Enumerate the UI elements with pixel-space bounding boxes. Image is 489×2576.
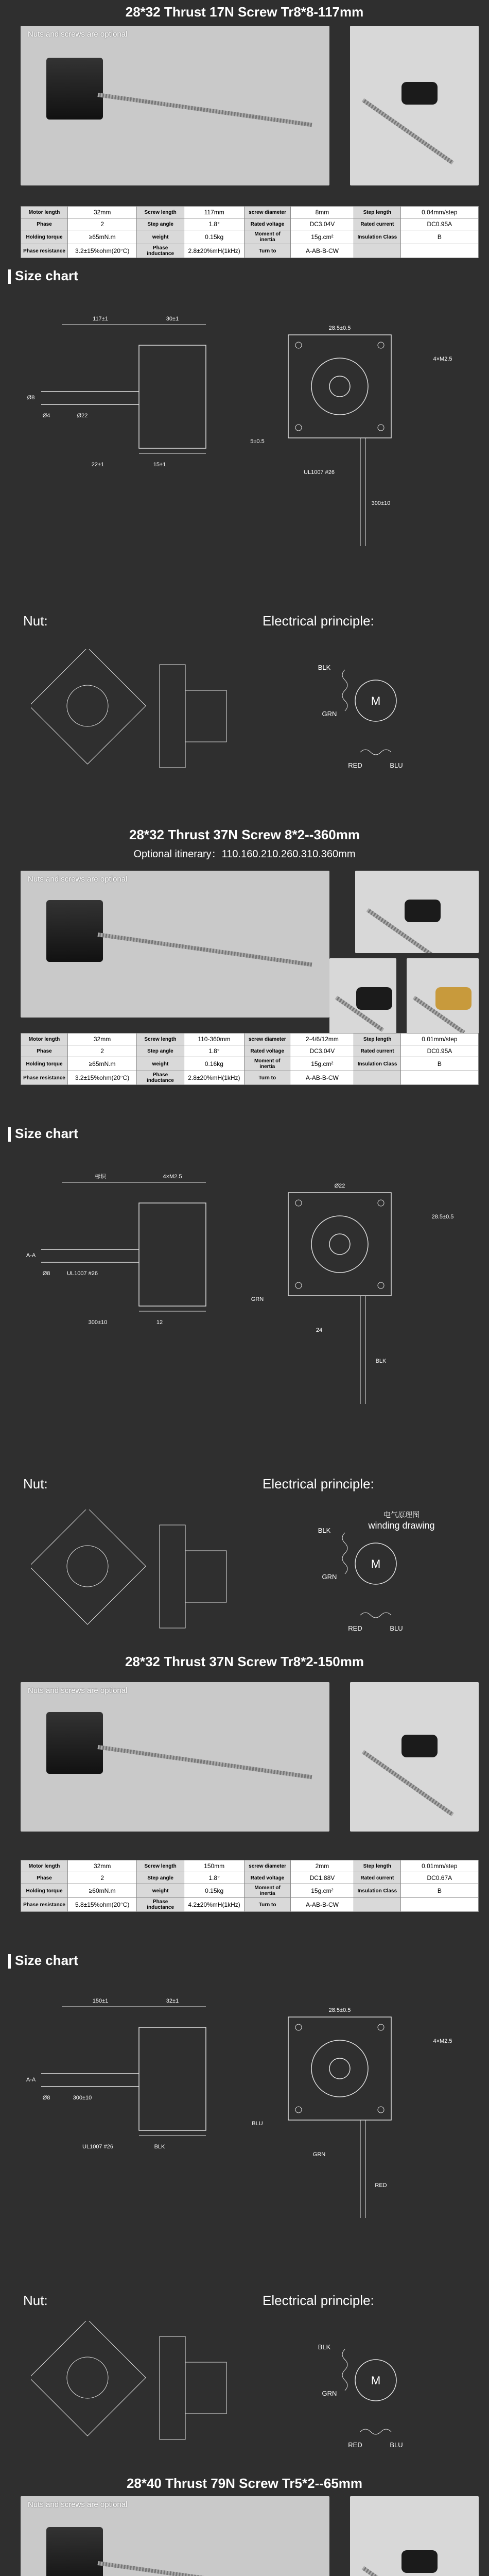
winding-coil-b bbox=[360, 750, 391, 755]
spec-label: weight bbox=[137, 1057, 184, 1071]
dimension-label: A-A bbox=[26, 1252, 36, 1259]
mount-hole bbox=[378, 342, 384, 348]
spec-label: Motor length bbox=[21, 1033, 68, 1045]
nut-image bbox=[435, 987, 471, 1010]
motor-image bbox=[46, 2527, 103, 2576]
dimension-label: 150±1 bbox=[92, 1998, 109, 2004]
spec-value: B bbox=[400, 230, 478, 244]
spec-value: 32mm bbox=[68, 1860, 137, 1872]
dimension-label: 4×M2.5 bbox=[433, 356, 452, 362]
size-chart-heading bbox=[8, 1126, 78, 1142]
optional-itinerary: Optional itinerary：110.160.210.260.310.360mm bbox=[133, 849, 356, 860]
lead-screw-image bbox=[97, 93, 312, 127]
spec-value: 5.8±15%ohm(20°C) bbox=[68, 1898, 137, 1912]
lead-screw-image bbox=[97, 933, 312, 967]
dimension-label: Ø4 bbox=[42, 413, 50, 419]
dimension-label: 4×M2.5 bbox=[163, 1174, 182, 1180]
dimension-label: 24 bbox=[316, 1327, 323, 1333]
spec-value: 0.15kg bbox=[184, 230, 244, 244]
winding-coil-a bbox=[342, 2349, 347, 2391]
product-photo bbox=[21, 1682, 329, 1832]
spec-value: 15g.cm² bbox=[290, 1057, 354, 1071]
spec-row bbox=[21, 244, 479, 258]
wire-color-label: BLU bbox=[390, 2441, 403, 2449]
spec-value: A-AB-B-CW bbox=[290, 1898, 354, 1912]
mount-hole bbox=[378, 1200, 384, 1206]
spec-value: 32mm bbox=[68, 207, 137, 218]
spec-label: Motor length bbox=[21, 1860, 68, 1872]
dimension-label: 300±10 bbox=[73, 2095, 92, 2101]
wire-color-label: BLK bbox=[318, 1527, 331, 1534]
dimension-label: 32±1 bbox=[166, 1998, 179, 2004]
motor-body-front bbox=[288, 2017, 391, 2120]
boss-circle bbox=[311, 1216, 368, 1273]
wire-color-label: BLU bbox=[390, 1624, 403, 1632]
dimension-label: 300±10 bbox=[371, 500, 391, 506]
spec-value: 2mm bbox=[290, 1860, 354, 1872]
spec-value: DC0.67A bbox=[400, 1872, 478, 1884]
motor-image bbox=[46, 58, 103, 120]
spec-label: weight bbox=[137, 230, 184, 244]
boss-circle bbox=[311, 358, 368, 415]
photo-note: Nuts and screws are optional bbox=[28, 875, 128, 884]
size-chart-label: Size chart bbox=[15, 268, 78, 283]
spec-label: Step angle bbox=[137, 218, 184, 230]
mount-hole bbox=[378, 1282, 384, 1289]
electrical-principle-diagram bbox=[268, 2318, 463, 2452]
spec-value bbox=[400, 1898, 478, 1912]
spec-row bbox=[21, 218, 479, 230]
product-photo bbox=[21, 2496, 329, 2576]
photo-note: Nuts and screws are optional bbox=[28, 30, 128, 39]
spec-value: ≥60mN.m bbox=[68, 1884, 137, 1898]
spec-label: Moment of inertia bbox=[244, 1884, 291, 1898]
spec-row bbox=[21, 1033, 479, 1045]
spec-table bbox=[21, 206, 479, 258]
spec-table bbox=[21, 1860, 479, 1912]
lead-screw-image bbox=[97, 1745, 312, 1779]
spec-row bbox=[21, 207, 479, 218]
motor-body-side bbox=[139, 2027, 206, 2130]
spec-value: 110-360mm bbox=[184, 1033, 244, 1045]
spec-value bbox=[400, 244, 478, 258]
spec-label: Turn to bbox=[244, 244, 291, 258]
spec-label: Insulation Class bbox=[354, 1057, 401, 1071]
spec-value: 2.8±20%mH(1kHz) bbox=[184, 1071, 244, 1085]
motor-body-side bbox=[139, 345, 206, 448]
dimension-label: A-A bbox=[26, 2077, 36, 2083]
spec-label bbox=[354, 1898, 401, 1912]
spec-value: 2 bbox=[67, 1045, 136, 1057]
spec-row bbox=[21, 1898, 479, 1912]
spec-value: 1.8° bbox=[184, 1045, 244, 1057]
boss-circle bbox=[311, 2040, 368, 2097]
nut-image bbox=[401, 82, 438, 105]
nut-photo bbox=[355, 871, 479, 953]
mount-hole bbox=[295, 342, 302, 348]
spec-row bbox=[21, 1057, 479, 1071]
spec-value bbox=[400, 1071, 478, 1085]
wire-color-label: BLU bbox=[390, 761, 403, 769]
spec-label: Rated voltage bbox=[244, 1872, 291, 1884]
dimension-label: BLK bbox=[375, 1358, 387, 1364]
spec-value: 2 bbox=[68, 218, 137, 230]
spec-row bbox=[21, 1045, 479, 1057]
spec-label: Insulation Class bbox=[354, 1884, 401, 1898]
dimension-label: RED bbox=[375, 2182, 387, 2189]
product-photo bbox=[21, 26, 329, 185]
spec-value: DC0.95A bbox=[400, 1045, 478, 1057]
wire-color-label: BLK bbox=[318, 664, 331, 671]
spec-label: Phase resistance bbox=[21, 1071, 68, 1085]
spec-label: Phase inductance bbox=[137, 1071, 184, 1085]
nut-image bbox=[401, 2550, 438, 2573]
nut-bore bbox=[67, 1546, 108, 1587]
product-title: 28*32 Thrust 37N Screw Tr8*2-150mm bbox=[125, 1654, 364, 1669]
spec-label: Step length bbox=[354, 1033, 401, 1045]
spec-label bbox=[354, 1071, 401, 1085]
winding-coil-a bbox=[342, 1533, 347, 1574]
size-chart-label: Size chart bbox=[15, 1126, 78, 1141]
spec-value: 4.2±20%mH(1kHz) bbox=[184, 1898, 244, 1912]
spec-value: 32mm bbox=[67, 1033, 136, 1045]
spec-label: Rated current bbox=[354, 218, 401, 230]
spec-value: DC3.04V bbox=[290, 218, 354, 230]
dimension-label: 28.5±0.5 bbox=[328, 325, 351, 331]
spec-label: Screw length bbox=[137, 207, 184, 218]
nut-photo bbox=[350, 1682, 479, 1832]
nut-screw-image bbox=[362, 1750, 454, 1816]
spec-value: 2-4/6/12mm bbox=[290, 1033, 354, 1045]
spec-value: 3.2±15%ohm(20°C) bbox=[68, 244, 137, 258]
nut-body bbox=[185, 690, 226, 742]
nut-bore bbox=[67, 2357, 108, 2398]
spec-row bbox=[21, 1884, 479, 1898]
nut-photo bbox=[350, 26, 479, 185]
spec-value: 3.2±15%ohm(20°C) bbox=[67, 1071, 136, 1085]
spec-value: 0.16kg bbox=[184, 1057, 244, 1071]
spec-label: Phase resistance bbox=[21, 244, 68, 258]
nut-bore bbox=[67, 685, 108, 726]
spec-label: Motor length bbox=[21, 207, 68, 218]
electrical-principle-heading: Electrical principle: bbox=[263, 2293, 374, 2308]
heading-bar bbox=[8, 269, 11, 284]
spec-value: 15g.cm² bbox=[290, 1884, 354, 1898]
product-photo bbox=[21, 871, 329, 1018]
nut-drawing bbox=[31, 649, 278, 819]
spec-value: 1.8° bbox=[184, 1872, 244, 1884]
nut-flange-outline bbox=[31, 2321, 146, 2436]
mount-hole bbox=[295, 2024, 302, 2030]
electrical-principle-heading: Electrical principle: bbox=[263, 613, 374, 629]
nut-photo bbox=[329, 958, 396, 1041]
photo-note: Nuts and screws are optional bbox=[28, 2500, 128, 2509]
dimension-label: GRN bbox=[251, 1296, 264, 1302]
size-chart-label: Size chart bbox=[15, 1953, 78, 1968]
dimension-label: BLK bbox=[154, 2144, 165, 2150]
spec-label: screw diameter bbox=[244, 1860, 291, 1872]
dimension-label: GRN bbox=[312, 2151, 326, 2158]
dimension-label: 300±10 bbox=[88, 1319, 108, 1326]
nut-side bbox=[160, 1525, 185, 1628]
dimension-label: BLU bbox=[252, 2121, 263, 2127]
spec-value: 0.04mm/step bbox=[400, 207, 478, 218]
dimension-label: Ø8 bbox=[42, 1270, 50, 1277]
mount-hole bbox=[378, 2024, 384, 2030]
dimension-label: 15±1 bbox=[153, 462, 166, 468]
spec-table bbox=[21, 1033, 479, 1085]
winding-coil-b bbox=[360, 1613, 391, 1618]
spec-label: Rated current bbox=[354, 1872, 401, 1884]
nut-side bbox=[160, 2336, 185, 2439]
spec-value: DC3.04V bbox=[290, 1045, 354, 1057]
mount-hole bbox=[378, 2107, 384, 2113]
nut-flange-outline bbox=[31, 1510, 146, 1624]
shaft-circle bbox=[329, 1234, 350, 1255]
motor-symbol-label: M bbox=[371, 1557, 381, 1570]
mount-hole bbox=[295, 2107, 302, 2113]
nut-image bbox=[356, 987, 392, 1010]
spec-label: Holding torque bbox=[21, 1057, 68, 1071]
winding-coil-b bbox=[360, 2429, 391, 2434]
spec-value: 8mm bbox=[290, 207, 354, 218]
shaft-circle bbox=[329, 2058, 350, 2079]
wire-color-label: RED bbox=[348, 761, 362, 769]
spec-label: Step angle bbox=[137, 1872, 184, 1884]
motor-body-front bbox=[288, 1193, 391, 1296]
spec-row bbox=[21, 1071, 479, 1085]
spec-value: 15g.cm² bbox=[290, 230, 354, 244]
dimension-label: Ø8 bbox=[42, 2095, 50, 2101]
motor-body-front bbox=[288, 335, 391, 438]
spec-value: ≥65mN.m bbox=[67, 1057, 136, 1071]
size-chart-heading bbox=[8, 1953, 78, 1969]
nut-drawing bbox=[31, 1510, 278, 1654]
photo-note: Nuts and screws are optional bbox=[28, 1686, 128, 1695]
spec-label: Phase bbox=[21, 1872, 68, 1884]
winding-coil-a bbox=[342, 670, 347, 711]
spec-label: Phase inductance bbox=[137, 244, 184, 258]
nut-heading: Nut: bbox=[23, 1476, 48, 1492]
winding-drawing-title: 电气原理图 bbox=[383, 1511, 420, 1519]
spec-label: Rated voltage bbox=[244, 1045, 290, 1057]
dimension-label: 标识 bbox=[95, 1174, 106, 1180]
nut-heading: Nut: bbox=[23, 2293, 48, 2308]
spec-value: 150mm bbox=[184, 1860, 244, 1872]
spec-value: 2.8±20%mH(1kHz) bbox=[184, 244, 244, 258]
spec-label: screw diameter bbox=[244, 207, 291, 218]
dimension-label: UL1007 #26 bbox=[304, 469, 335, 476]
spec-label: weight bbox=[137, 1884, 184, 1898]
dimension-label: Ø22 bbox=[77, 413, 88, 419]
spec-value: ≥65mN.m bbox=[68, 230, 137, 244]
nut-photo bbox=[407, 958, 479, 1041]
spec-value: 0.15kg bbox=[184, 1884, 244, 1898]
nut-body bbox=[185, 1551, 226, 1602]
spec-value: A-AB-B-CW bbox=[290, 1071, 354, 1085]
dimension-label: UL1007 #26 bbox=[67, 1270, 98, 1277]
dimension-label: UL1007 #26 bbox=[82, 2144, 113, 2150]
electrical-principle-diagram bbox=[268, 1502, 463, 1636]
winding-drawing-subtitle: winding drawing bbox=[368, 1520, 435, 1531]
spec-value: 0.01mm/step bbox=[400, 1860, 478, 1872]
spec-label: Screw length bbox=[137, 1033, 184, 1045]
spec-label: Holding torque bbox=[21, 1884, 68, 1898]
wire-color-label: GRN bbox=[322, 710, 337, 718]
spec-value: B bbox=[400, 1884, 478, 1898]
spec-value: 0.01mm/step bbox=[400, 1033, 478, 1045]
wire-color-label: GRN bbox=[322, 2389, 337, 2397]
spec-label: Step length bbox=[354, 1860, 401, 1872]
dimension-label: 22±1 bbox=[91, 462, 104, 468]
nut-body bbox=[185, 2362, 226, 2414]
product-title: 28*40 Thrust 79N Screw Tr5*2--65mm bbox=[126, 2476, 363, 2491]
dimension-label: 30±1 bbox=[166, 316, 179, 322]
dimension-label: Ø8 bbox=[27, 395, 35, 401]
motor-symbol-label: M bbox=[371, 694, 381, 707]
motor-body-side bbox=[139, 1203, 206, 1306]
size-chart-drawing bbox=[0, 289, 489, 556]
electrical-principle-diagram bbox=[268, 639, 463, 773]
nut-drawing bbox=[31, 2321, 278, 2486]
nut-flange-outline bbox=[31, 649, 146, 764]
spec-label bbox=[354, 244, 401, 258]
heading-bar bbox=[8, 1954, 11, 1969]
nut-image bbox=[401, 1735, 438, 1757]
wire-color-label: RED bbox=[348, 1624, 362, 1632]
heading-bar bbox=[8, 1127, 11, 1142]
nut-image bbox=[405, 900, 441, 922]
spec-label: Turn to bbox=[244, 1071, 290, 1085]
spec-value: B bbox=[400, 1057, 478, 1071]
spec-label: Insulation Class bbox=[354, 230, 401, 244]
spec-label: Holding torque bbox=[21, 230, 68, 244]
spec-value: DC0.95A bbox=[400, 218, 478, 230]
product-title: 28*32 Thrust 17N Screw Tr8*8-117mm bbox=[125, 4, 364, 20]
spec-label: Phase bbox=[21, 218, 68, 230]
nut-photo bbox=[350, 2496, 479, 2576]
size-chart-drawing bbox=[0, 1146, 489, 1414]
mount-hole bbox=[295, 1282, 302, 1289]
spec-label: Rated voltage bbox=[244, 218, 291, 230]
dimension-label: 5±0.5 bbox=[250, 438, 265, 445]
dimension-label: 12 bbox=[156, 1319, 163, 1326]
spec-label: Step angle bbox=[137, 1045, 184, 1057]
motor-image bbox=[46, 1712, 103, 1774]
spec-label: Phase inductance bbox=[137, 1898, 184, 1912]
spec-label: Phase bbox=[21, 1045, 68, 1057]
spec-label: Rated current bbox=[354, 1045, 401, 1057]
spec-value: 117mm bbox=[184, 207, 244, 218]
nut-side bbox=[160, 665, 185, 768]
wire-color-label: BLK bbox=[318, 2343, 331, 2351]
wire-color-label: GRN bbox=[322, 1573, 337, 1581]
mount-hole bbox=[295, 425, 302, 431]
electrical-principle-heading: Electrical principle: bbox=[263, 1476, 374, 1492]
product-title: 28*32 Thrust 37N Screw 8*2--360mm bbox=[129, 827, 360, 842]
spec-value: DC1.88V bbox=[290, 1872, 354, 1884]
dimension-label: 28.5±0.5 bbox=[328, 2007, 351, 2013]
motor-image bbox=[46, 900, 103, 962]
spec-value: A-AB-B-CW bbox=[290, 244, 354, 258]
spec-label: screw diameter bbox=[244, 1033, 290, 1045]
size-chart-heading bbox=[8, 268, 78, 284]
spec-label: Phase resistance bbox=[21, 1898, 68, 1912]
size-chart-drawing bbox=[0, 1971, 489, 2228]
spec-label: Screw length bbox=[137, 1860, 184, 1872]
motor-symbol-label: M bbox=[371, 2374, 381, 2387]
dimension-label: 4×M2.5 bbox=[433, 2038, 452, 2044]
dimension-label: 117±1 bbox=[93, 316, 108, 322]
nut-screw-image bbox=[362, 98, 454, 164]
spec-label: Turn to bbox=[244, 1898, 291, 1912]
nut-heading: Nut: bbox=[23, 613, 48, 629]
spec-row bbox=[21, 1860, 479, 1872]
spec-label: Step length bbox=[354, 207, 401, 218]
spec-label: Moment of inertia bbox=[244, 230, 291, 244]
wire-color-label: RED bbox=[348, 2441, 362, 2449]
dimension-label: Ø22 bbox=[334, 1183, 345, 1189]
mount-hole bbox=[295, 1200, 302, 1206]
spec-value: 2 bbox=[68, 1872, 137, 1884]
dimension-label: 28.5±0.5 bbox=[431, 1214, 454, 1220]
spec-row bbox=[21, 230, 479, 244]
shaft-circle bbox=[329, 376, 350, 397]
spec-row bbox=[21, 1872, 479, 1884]
lead-screw-image bbox=[97, 2561, 312, 2576]
spec-label: Moment of inertia bbox=[244, 1057, 290, 1071]
spec-value: 1.8° bbox=[184, 218, 244, 230]
mount-hole bbox=[378, 425, 384, 431]
